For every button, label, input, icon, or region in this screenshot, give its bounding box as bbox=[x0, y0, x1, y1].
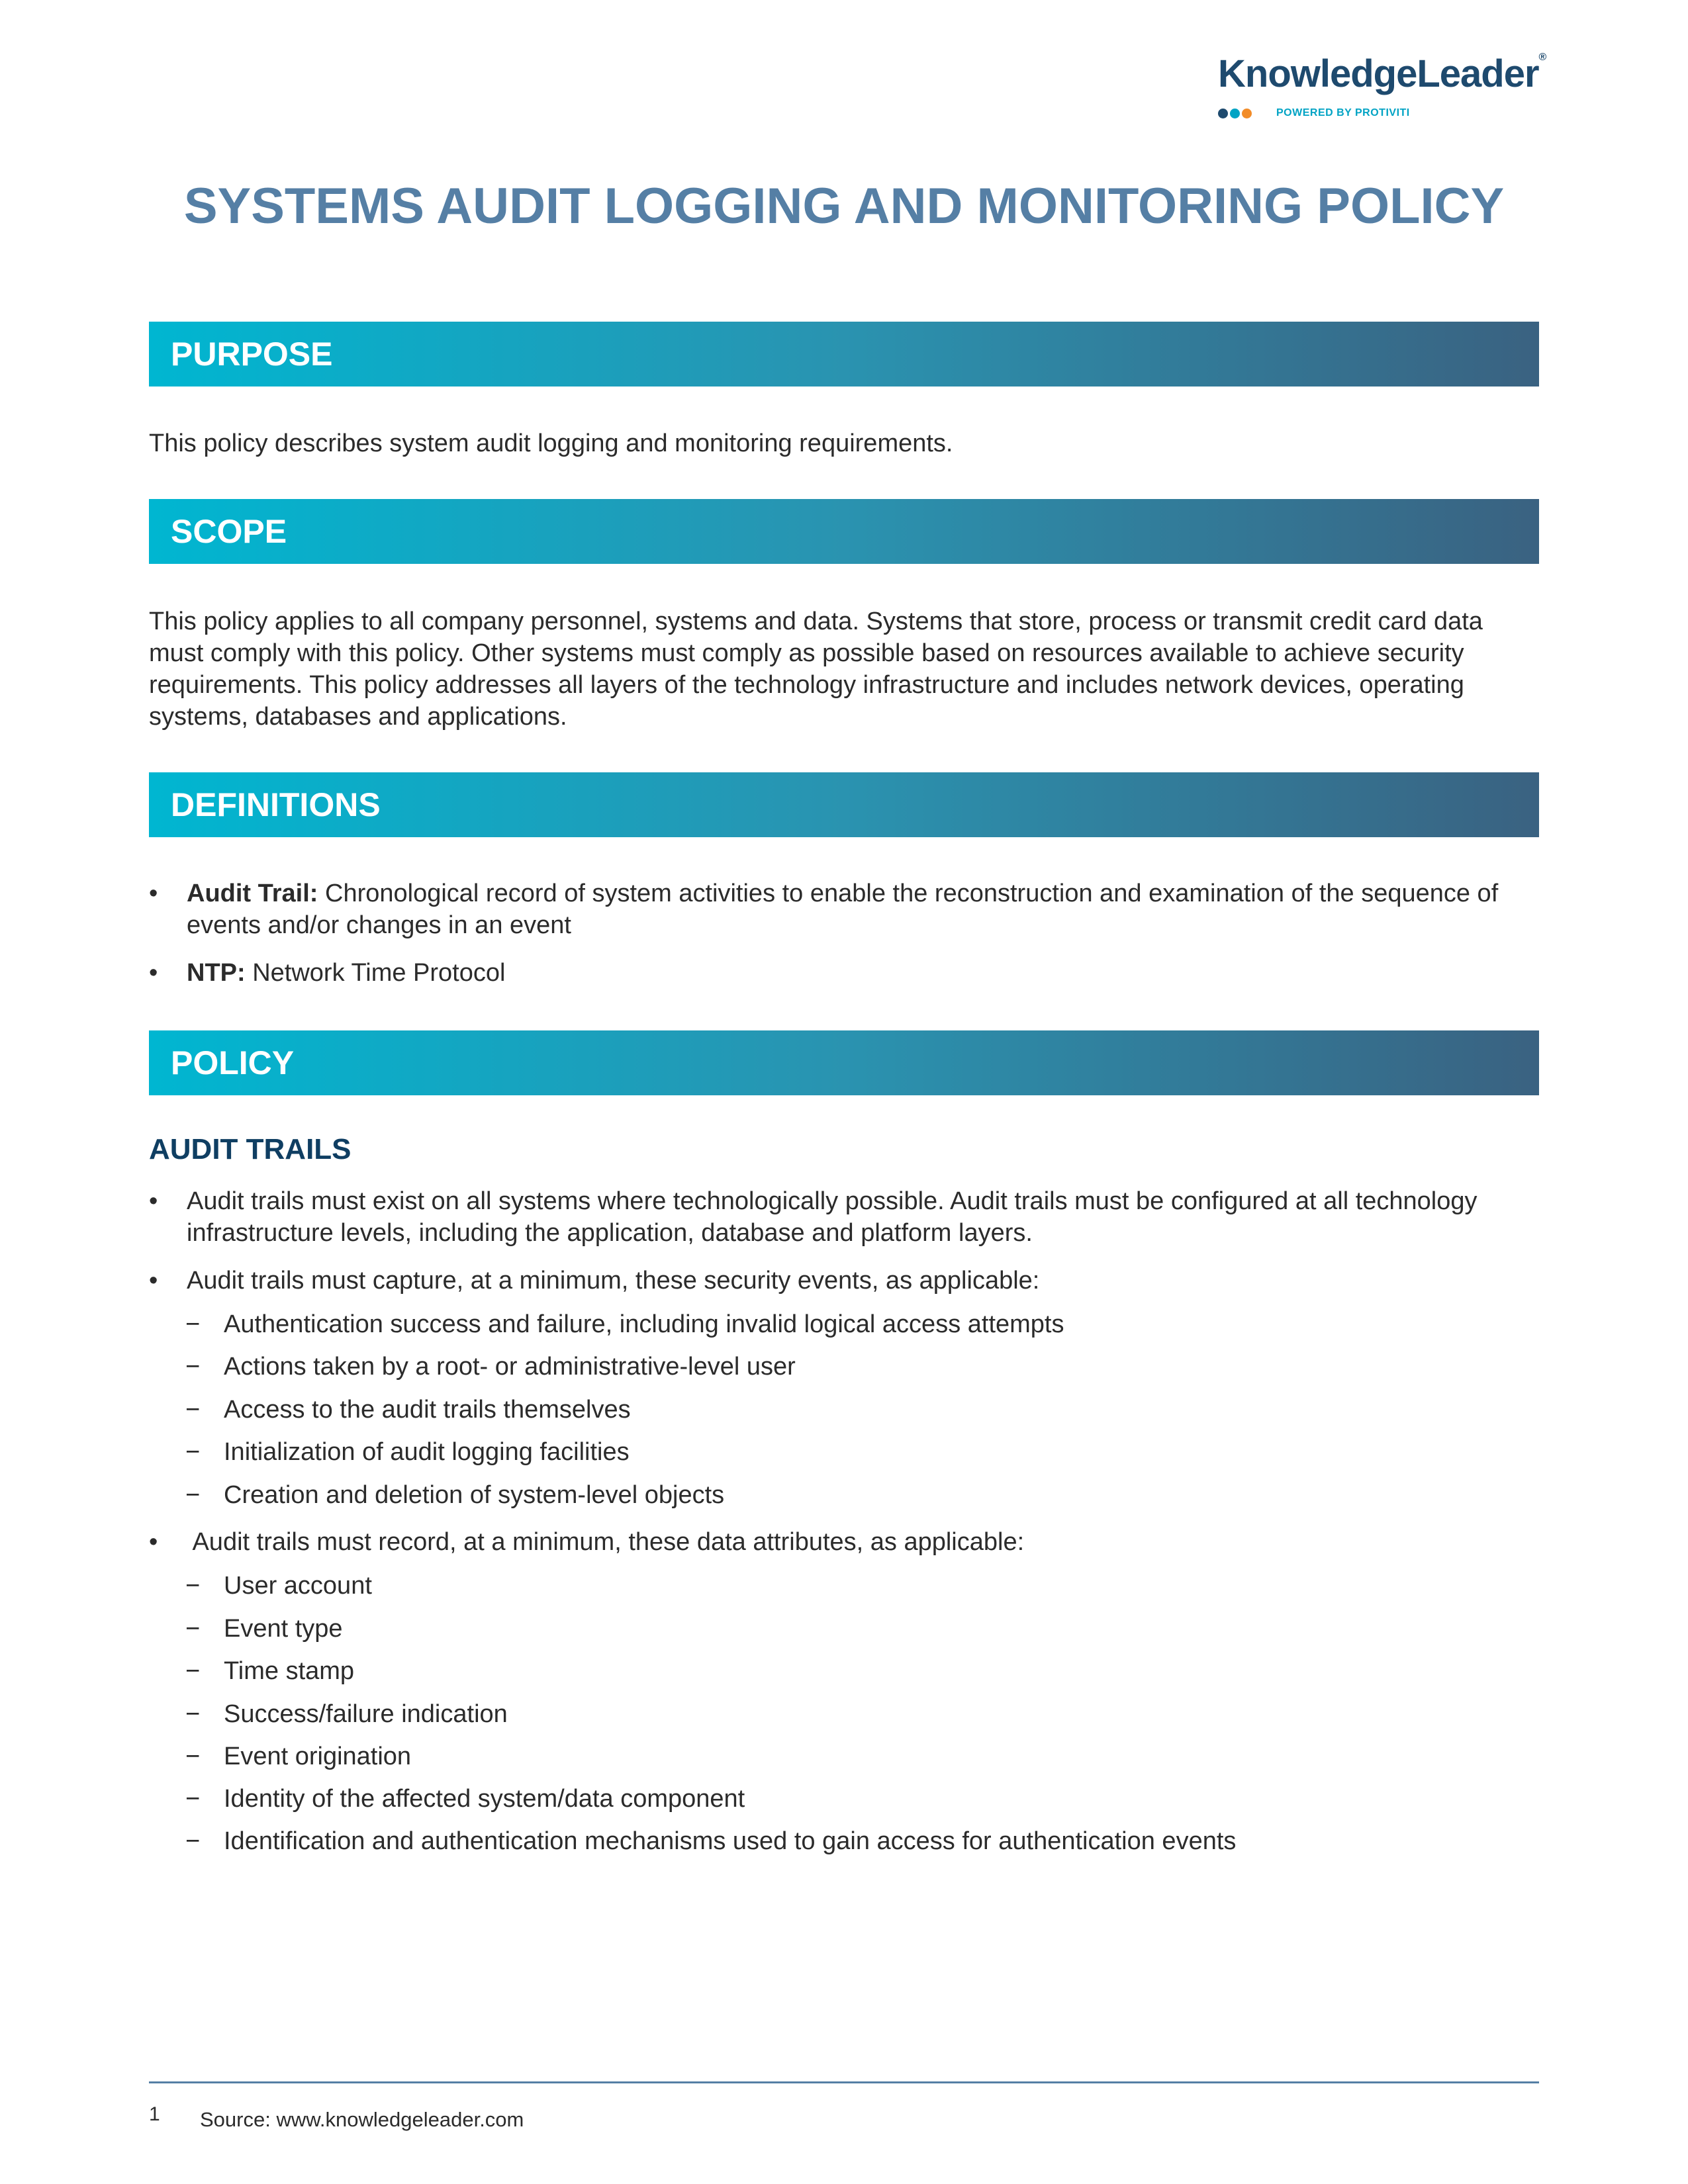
policy-bullet-text: Audit trails must record, at a minimum, these data attributes, as applicable: bbox=[187, 1528, 1025, 1556]
bullet-marker: • bbox=[149, 1187, 158, 1215]
logo-dots bbox=[1218, 109, 1254, 119]
dash-marker: − bbox=[185, 1396, 201, 1424]
definitions-heading: DEFINITIONS bbox=[171, 786, 381, 823]
purpose-text: This policy describes system audit logging and monitoring requirements. bbox=[149, 430, 953, 457]
dash-marker: − bbox=[185, 1785, 201, 1813]
footer-divider bbox=[149, 2081, 1539, 2083]
dash-marker: − bbox=[185, 1743, 201, 1770]
logo-tagline: POWERED BY PROTIVITI bbox=[1276, 107, 1410, 118]
dash-marker: − bbox=[185, 1481, 201, 1509]
logo-dot-3 bbox=[1242, 109, 1252, 118]
definition-text: Network Time Protocol bbox=[252, 959, 506, 987]
policy-heading: POLICY bbox=[171, 1044, 295, 1081]
knowledgeleader-logo bbox=[1218, 52, 1546, 124]
definition-text: Chronological record of system activities to enable the reconstruction and examination of the sequence of events and/or changes in an event bbox=[187, 880, 1499, 939]
dash-marker: − bbox=[185, 1572, 201, 1600]
definition-term: NTP: bbox=[187, 959, 246, 987]
document-title: SYSTEMS AUDIT LOGGING AND MONITORING POLICY bbox=[183, 178, 1505, 234]
dash-marker: − bbox=[185, 1657, 201, 1685]
purpose-heading: PURPOSE bbox=[171, 336, 333, 373]
purpose-section-header bbox=[149, 322, 1539, 387]
dash-marker: − bbox=[185, 1700, 201, 1728]
dash-marker: − bbox=[185, 1438, 201, 1466]
logo-dot-2 bbox=[1230, 109, 1240, 118]
bullet-marker: • bbox=[149, 880, 158, 907]
scope-heading: SCOPE bbox=[171, 513, 287, 550]
audit-trails-heading: AUDIT TRAILS bbox=[149, 1133, 352, 1165]
bullet-marker: • bbox=[149, 959, 158, 987]
dash-marker: − bbox=[185, 1827, 201, 1855]
dash-marker: − bbox=[185, 1615, 201, 1643]
bullet-marker: • bbox=[149, 1528, 158, 1556]
definition-term: Audit Trail: bbox=[187, 880, 318, 907]
logo-dot-1 bbox=[1218, 109, 1228, 118]
scope-text: This policy applies to all company personnel, systems and data. Systems that store, process or transmit credit card data must comply with this policy. Other systems must comply as possible based on resources available to achieve security requirements. This policy addresses all layers of the technology infrastructure and includes network devices, operating systems, databases and applications. bbox=[149, 608, 1483, 731]
logo-wordmark: KnowledgeLeader® bbox=[1218, 52, 1546, 95]
scope-section-header bbox=[149, 499, 1539, 564]
policy-section-header bbox=[149, 1030, 1539, 1095]
bullet-marker: • bbox=[149, 1267, 158, 1295]
registered-mark: ® bbox=[1538, 52, 1546, 63]
definitions-section-header bbox=[149, 772, 1539, 837]
dash-marker: − bbox=[185, 1353, 201, 1381]
policy-bullet-text: Audit trails must capture, at a minimum, these security events, as applicable: bbox=[187, 1267, 1040, 1295]
page-number: 1 bbox=[149, 2103, 160, 2125]
dash-marker: − bbox=[185, 1310, 201, 1338]
source-citation: Source: www.knowledgeleader.com bbox=[200, 2108, 524, 2131]
policy-bullet-text: Audit trails must exist on all systems where technologically possible. Audit trails must be configured at all technology infrastructure levels, including the application, database and platform layers. bbox=[187, 1187, 1477, 1247]
